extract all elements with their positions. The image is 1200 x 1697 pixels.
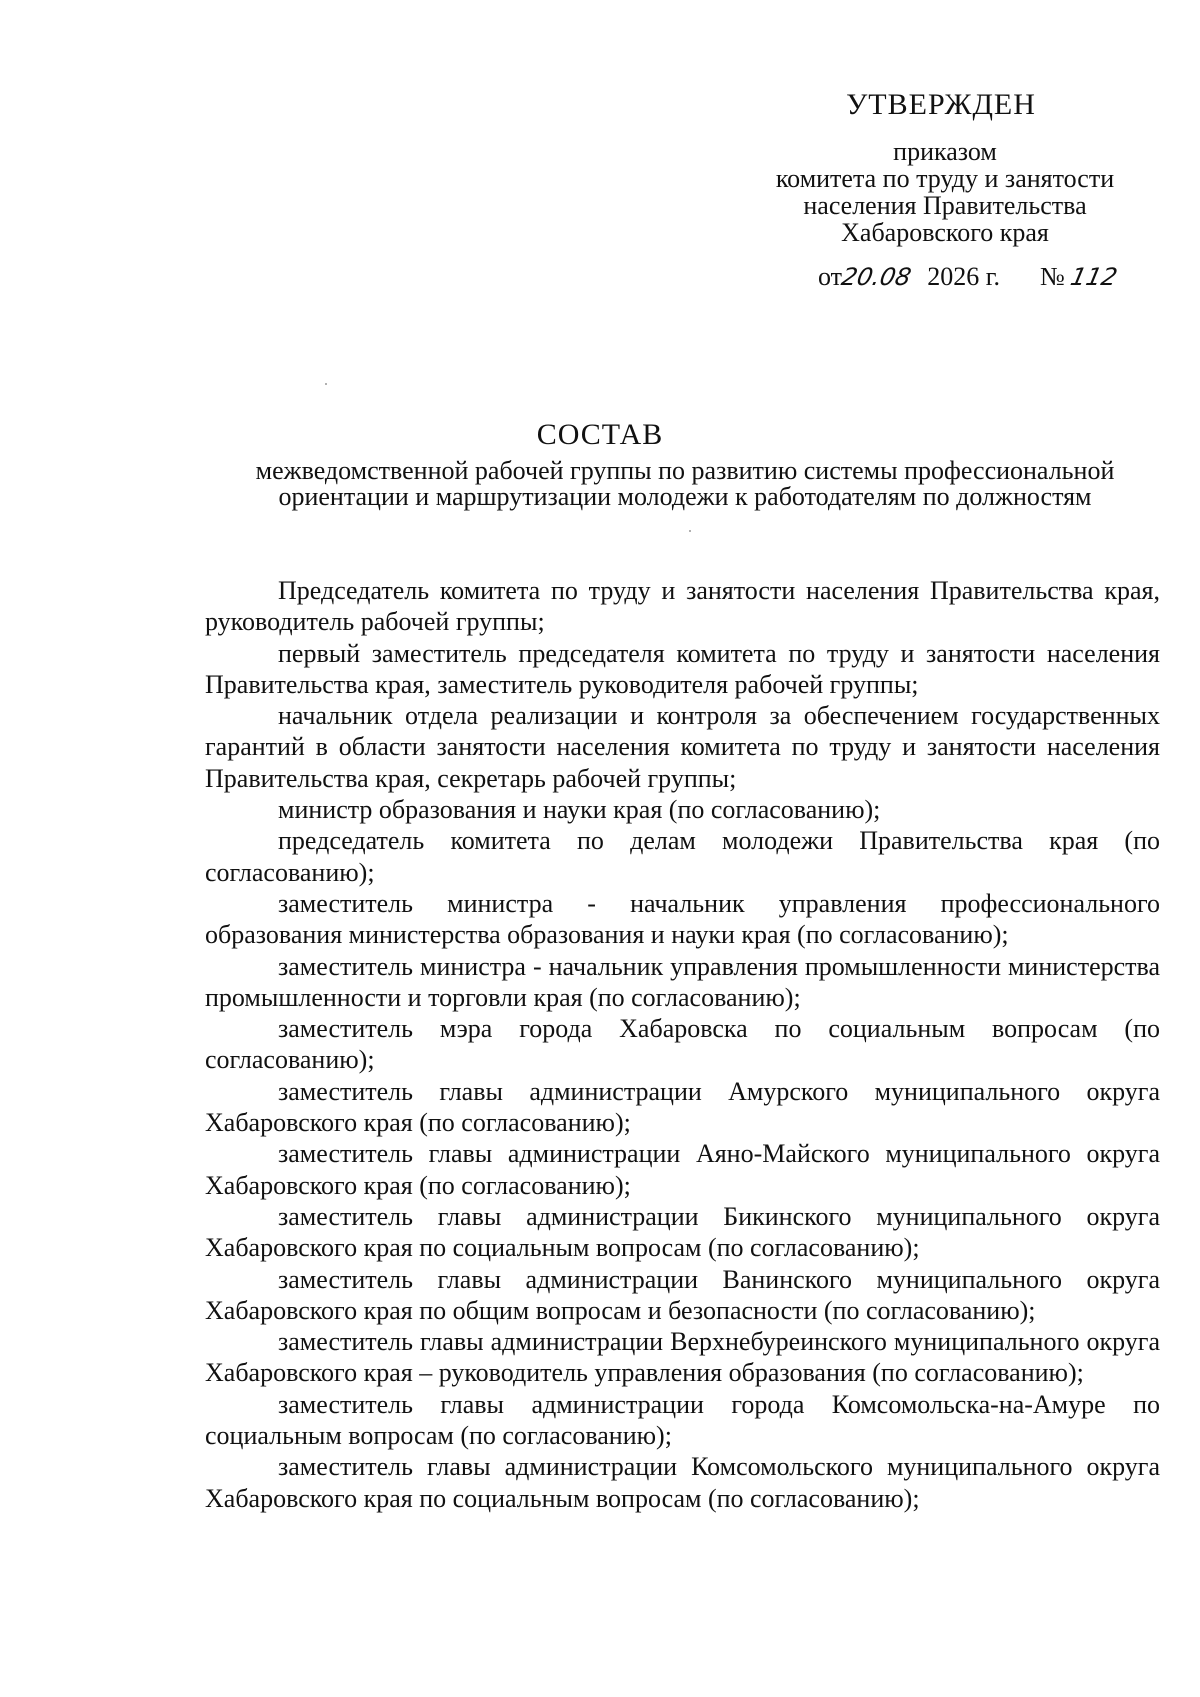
members-list: [205, 575, 1160, 1514]
approval-line: приказом: [893, 137, 997, 166]
approval-title: УТВЕРЖДЕН: [846, 88, 1036, 121]
member-item: заместитель главы администрации города Комсомольска-на-Амуре по социальным вопросам (по согласованию);: [205, 1389, 1160, 1451]
handwritten-number: 112: [1068, 263, 1121, 291]
order-date-number: [818, 262, 1121, 292]
approval-line: комитета по труду и занятости: [775, 164, 1115, 193]
member-item: начальник отдела реализации и контроля за обеспечением государственных гарантий в области занятости населения комитета по труду и занятости населения Правительства края, секретарь рабочей группы;: [205, 701, 1160, 793]
handwritten-date: 20.08: [839, 263, 914, 291]
subtitle-line: межведомственной рабочей группы по развитию системы профессиональной: [255, 456, 1115, 485]
member-item: Председатель комитета по труду и занятости населения Правительства края, руководитель рабочей группы;: [205, 576, 1160, 637]
approval-block: [745, 88, 1145, 247]
scan-speck: [325, 383, 327, 385]
member-item: заместитель министра - начальник управления профессионального образования министерства образования и науки края (по согласованию);: [205, 888, 1160, 950]
member-item: министр образования и науки края (по согласованию);: [278, 795, 881, 825]
member-item: заместитель главы администрации Ванинского муниципального округа Хабаровского края по общим вопросам и безопасности (по согласованию);: [205, 1264, 1160, 1325]
member-item: заместитель главы администрации Верхнебуреинского муниципального округа Хабаровского края – руководитель управления образования (по согласованию);: [205, 1327, 1160, 1388]
member-item: заместитель главы администрации Амурского муниципального округа Хабаровского края (по согласованию);: [205, 1076, 1160, 1138]
order-date-prefix: от: [818, 262, 843, 291]
document-title: СОСТАВ: [536, 418, 664, 451]
member-item: председатель комитета по делам молодежи Правительства края (по согласованию);: [205, 826, 1160, 887]
member-item: заместитель мэра города Хабаровска по социальным вопросам (по согласованию);: [205, 1014, 1160, 1075]
member-item: заместитель министра - начальник управления промышленности министерства промышленности и торговли края (по согласованию);: [205, 951, 1160, 1012]
order-year: 2026 г.: [927, 262, 1000, 291]
approval-line: населения Правительства: [803, 191, 1087, 220]
member-item: заместитель главы администрации Аяно-Майского муниципального округа Хабаровского края (по согласованию);: [205, 1139, 1160, 1200]
approval-line: Хабаровского края: [841, 218, 1049, 247]
approval-text: [745, 138, 1145, 246]
scan-speck: [689, 530, 691, 532]
order-number-label: №: [1039, 262, 1065, 291]
member-item: первый заместитель председателя комитета по труду и занятости населения Правительства края, заместитель руководителя рабочей группы;: [205, 638, 1160, 699]
member-item: заместитель главы администрации Бикинского муниципального округа Хабаровского края по социальным вопросам (по согласованию);: [205, 1201, 1160, 1263]
subtitle-line: ориентации и маршрутизации молодежи к работодателям по должностям: [278, 482, 1092, 511]
member-item: заместитель главы администрации Комсомольского муниципального округа Хабаровского края по социальным вопросам (по согласованию);: [205, 1452, 1160, 1513]
document-subtitle: [205, 458, 1165, 510]
